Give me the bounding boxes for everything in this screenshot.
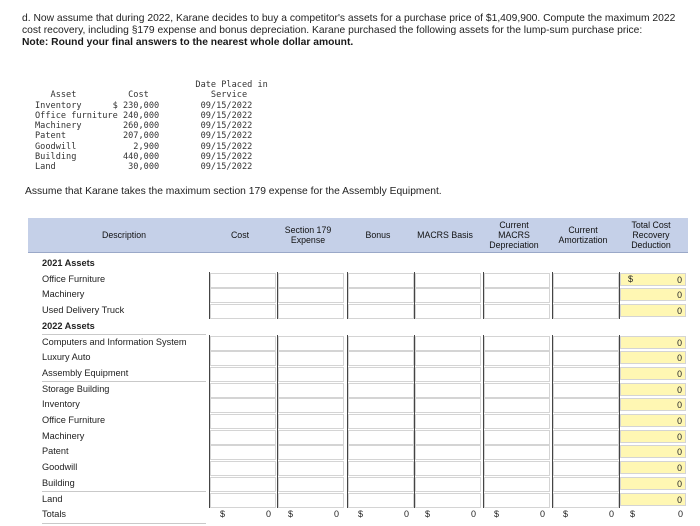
column-total: 0 — [471, 509, 477, 520]
amount-input[interactable] — [210, 398, 276, 413]
column-divider — [347, 272, 348, 319]
column-total: 0 — [334, 509, 340, 520]
total-recovery-value: 0 — [620, 414, 686, 427]
total-recovery-value: 0 — [620, 461, 686, 474]
row-label: Office Furniture — [42, 272, 206, 289]
column-total: 0 — [609, 509, 615, 520]
column-divider — [552, 272, 553, 319]
amount-input[interactable] — [278, 351, 344, 366]
amount-input[interactable] — [278, 445, 344, 460]
dollar-sign: $ — [220, 509, 226, 520]
amount-input[interactable] — [484, 430, 550, 445]
column-total: 0 — [266, 509, 272, 520]
amount-input[interactable] — [484, 398, 550, 413]
amount-input[interactable] — [210, 367, 276, 382]
amount-input[interactable] — [210, 430, 276, 445]
row-label: 2022 Assets — [42, 319, 206, 336]
cost-recovery-table — [28, 218, 688, 518]
amount-input[interactable] — [348, 493, 414, 508]
dollar-sign: $ — [628, 273, 634, 284]
column-total: 0 — [404, 509, 410, 520]
table-row — [28, 256, 688, 272]
column-divider — [277, 335, 278, 508]
total-recovery-value: 0 — [620, 477, 686, 490]
amount-input[interactable] — [278, 336, 344, 351]
amount-input[interactable] — [348, 288, 414, 303]
assumption-text: Assume that Karane takes the maximum section 179 expense for the Assembly Equipment. — [25, 186, 442, 197]
asset-list: Date Placed in Asset Cost Service Inventory $ 230,000 09/15/2022 Office furniture 240,000 09/15/2022 Machinery 260,000 09/15/2022 Patent 207,000 09/15/2022 Goodwill 2,900 09/15/2022 Building 440,000 09/15/2022 Land 30,000 09/15/2022 — [35, 80, 268, 173]
amount-input[interactable] — [348, 367, 414, 382]
column-divider — [619, 335, 620, 508]
amount-input[interactable] — [553, 493, 619, 508]
amount-input[interactable] — [415, 414, 481, 429]
row-label: Computers and Information System — [42, 335, 206, 352]
dollar-sign: $ — [425, 509, 431, 520]
dollar-sign: $ — [630, 509, 636, 520]
header-cost: Cost — [230, 230, 250, 240]
amount-input[interactable] — [348, 445, 414, 460]
row-label: Assembly Equipment — [42, 366, 206, 383]
amount-input[interactable] — [553, 445, 619, 460]
total-recovery-value: 0 — [620, 336, 686, 349]
amount-input[interactable] — [415, 273, 481, 288]
amount-input[interactable] — [278, 383, 344, 398]
amount-input[interactable] — [278, 273, 344, 288]
amount-input[interactable] — [415, 304, 481, 319]
row-label: Storage Building — [42, 382, 206, 399]
row-label: Patent — [42, 444, 206, 461]
amount-input[interactable] — [553, 351, 619, 366]
amount-input[interactable] — [553, 461, 619, 476]
row-label: Luxury Auto — [42, 350, 206, 367]
header-bonus: Bonus — [365, 230, 391, 240]
row-label: Land — [42, 492, 206, 509]
amount-input[interactable] — [348, 383, 414, 398]
column-divider — [483, 335, 484, 508]
header-total-recovery: Total Cost Recovery Deduction — [631, 220, 671, 250]
amount-input[interactable] — [484, 351, 550, 366]
amount-input[interactable] — [415, 430, 481, 445]
amount-input[interactable] — [348, 430, 414, 445]
amount-input[interactable] — [553, 336, 619, 351]
amount-input[interactable] — [484, 493, 550, 508]
amount-input[interactable] — [210, 477, 276, 492]
amount-input[interactable] — [210, 493, 276, 508]
table-row — [28, 319, 688, 335]
amount-input[interactable] — [348, 414, 414, 429]
amount-input[interactable] — [278, 288, 344, 303]
amount-input[interactable] — [348, 477, 414, 492]
amount-input[interactable] — [348, 273, 414, 288]
amount-input[interactable] — [348, 398, 414, 413]
total-recovery-value: 0 — [620, 288, 686, 301]
column-divider — [483, 272, 484, 319]
row-label: Inventory — [42, 397, 206, 414]
amount-input[interactable] — [484, 383, 550, 398]
amount-input[interactable] — [415, 367, 481, 382]
row-label: Goodwill — [42, 460, 206, 477]
rounding-note: Note: Round your final answers to the nearest whole dollar amount. — [22, 37, 354, 49]
dollar-sign: $ — [494, 509, 500, 520]
amount-input[interactable] — [484, 461, 550, 476]
amount-input[interactable] — [484, 367, 550, 382]
grand-total: 0 — [678, 509, 684, 520]
header-section-179: Section 179 Expense — [284, 225, 332, 245]
dollar-sign: $ — [288, 509, 294, 520]
header-macrs-basis: MACRS Basis — [417, 230, 473, 240]
amount-input[interactable] — [210, 273, 276, 288]
question-text — [22, 13, 682, 50]
amount-input[interactable] — [210, 304, 276, 319]
amount-input[interactable] — [278, 493, 344, 508]
column-divider — [552, 335, 553, 508]
amount-input[interactable] — [210, 288, 276, 303]
amount-input[interactable] — [484, 414, 550, 429]
total-recovery-value: 0 — [620, 445, 686, 458]
amount-input[interactable] — [278, 414, 344, 429]
amount-input[interactable] — [415, 493, 481, 508]
amount-input[interactable] — [484, 445, 550, 460]
amount-input[interactable] — [415, 351, 481, 366]
total-recovery-value: 0 — [620, 273, 686, 286]
amount-input[interactable] — [348, 461, 414, 476]
row-label: Building — [42, 476, 206, 493]
amount-input[interactable] — [484, 477, 550, 492]
amount-input[interactable] — [553, 273, 619, 288]
amount-input[interactable] — [484, 336, 550, 351]
row-label: Office Furniture — [42, 413, 206, 430]
amount-input[interactable] — [553, 383, 619, 398]
amount-input[interactable] — [278, 430, 344, 445]
row-label: Totals — [42, 507, 206, 524]
header-description: Description — [101, 230, 146, 240]
amount-input[interactable] — [210, 351, 276, 366]
dollar-sign: $ — [563, 509, 569, 520]
amount-input[interactable] — [415, 477, 481, 492]
amount-input[interactable] — [415, 398, 481, 413]
column-divider — [209, 335, 210, 508]
amount-input[interactable] — [278, 367, 344, 382]
amount-input[interactable] — [210, 445, 276, 460]
column-divider — [347, 335, 348, 508]
amount-input[interactable] — [415, 336, 481, 351]
amount-input[interactable] — [210, 414, 276, 429]
total-recovery-value: 0 — [620, 398, 686, 411]
amount-input[interactable] — [415, 461, 481, 476]
row-label: Machinery — [42, 429, 206, 446]
column-divider — [209, 272, 210, 319]
amount-input[interactable] — [553, 430, 619, 445]
amount-input[interactable] — [553, 398, 619, 413]
column-divider — [414, 335, 415, 508]
amount-input[interactable] — [484, 273, 550, 288]
amount-input[interactable] — [553, 367, 619, 382]
amount-input[interactable] — [415, 445, 481, 460]
question-body: d. Now assume that during 2022, Karane decides to buy a competitor's assets for a purchase price of $1,409,900. Compute the maximum 2022 cost recovery, including §179 expense and bonus depreciation. Karane purchased the following assets for the lump-sum purchase price: — [22, 13, 676, 37]
amount-input[interactable] — [484, 304, 550, 319]
total-recovery-value: 0 — [620, 430, 686, 443]
table-header — [28, 218, 688, 253]
total-recovery-value: 0 — [620, 493, 686, 506]
column-total: 0 — [540, 509, 546, 520]
amount-input[interactable] — [348, 351, 414, 366]
amount-input[interactable] — [553, 304, 619, 319]
column-divider — [414, 272, 415, 319]
total-recovery-value: 0 — [620, 304, 686, 317]
amount-input[interactable] — [415, 288, 481, 303]
row-label: Used Delivery Truck — [42, 303, 206, 320]
amount-input[interactable] — [278, 304, 344, 319]
column-divider — [619, 272, 620, 319]
amount-input[interactable] — [348, 336, 414, 351]
amount-input[interactable] — [553, 414, 619, 429]
dollar-sign: $ — [358, 509, 364, 520]
row-label: 2021 Assets — [42, 256, 206, 273]
amount-input[interactable] — [348, 304, 414, 319]
column-divider — [277, 272, 278, 319]
amount-input[interactable] — [210, 383, 276, 398]
amount-input[interactable] — [210, 461, 276, 476]
total-recovery-value: 0 — [620, 351, 686, 364]
header-macrs-depreciation: Current MACRS Depreciation — [489, 220, 539, 250]
total-recovery-value: 0 — [620, 367, 686, 380]
amount-input[interactable] — [484, 288, 550, 303]
row-label: Machinery — [42, 287, 206, 304]
amount-input[interactable] — [278, 461, 344, 476]
header-amortization: Current Amortization — [558, 225, 608, 245]
total-recovery-value: 0 — [620, 383, 686, 396]
amount-input[interactable] — [415, 383, 481, 398]
amount-input[interactable] — [553, 477, 619, 492]
amount-input[interactable] — [210, 336, 276, 351]
amount-input[interactable] — [278, 398, 344, 413]
amount-input[interactable] — [278, 477, 344, 492]
amount-input[interactable] — [553, 288, 619, 303]
